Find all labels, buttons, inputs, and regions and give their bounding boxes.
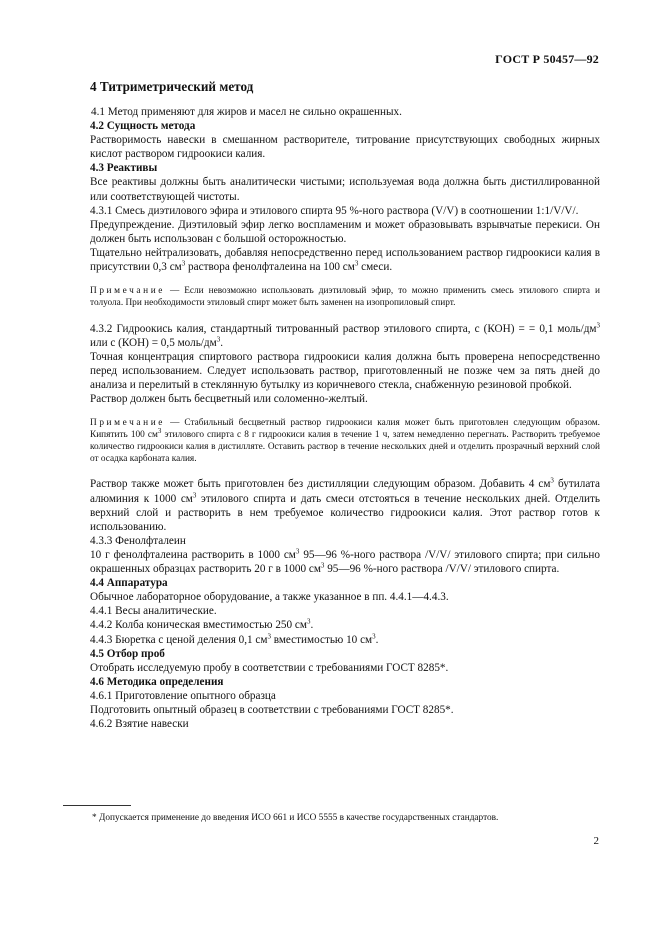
- paragraph-4-6-1-text: Подготовить опытный образец в соответствии с требованиями ГОСТ 8285*.: [90, 703, 454, 716]
- color-paragraph: Раствор должен быть бесцветный или соломенно-желтый.: [90, 393, 368, 406]
- paragraph-4-2: Растворимость навески в смешанном растворителе, титрование присутствующих свободных жирных кислот раствором гидроокиси калия.: [90, 134, 600, 161]
- paragraph-4-4: Обычное лабораторное оборудование, а также указанное в пп. 4.4.1—4.4.3.: [90, 591, 449, 604]
- paragraph-4-3-1: 4.3.1 Смесь диэтилового эфира и этилового спирта 95 %-ного раствора (V/V) в соотношении 1:1/V/V/.: [90, 204, 579, 217]
- page-number: 2: [593, 835, 599, 847]
- paragraph-4-6-1: 4.6.1 Приготовление опытного образца: [90, 689, 276, 702]
- neutralize-paragraph: Тщательно нейтрализовать, добавляя непосредственно перед использованием раствор гидроокиси калия в присутствии 0,3 $см^3$ раствора фенолфталеина на 100 $см^3$ смеси.: [90, 246, 600, 274]
- paragraph-4-4-2: 4.4.2 Колба коническая вместимостью 250 $см^3$.: [90, 617, 314, 632]
- note-1: Примечание — Если невозможно использовать диэтиловый эфир, то можно применить смесь этилового спирта и толуола. При необходимости этиловый спирт может быть заменен на изопропиловый спирт.: [90, 286, 600, 308]
- paragraph-4-4-3: 4.4.3 Бюретка с ценой деления 0,1 $см^3$ вместимостью 10 $см^3$.: [90, 631, 379, 646]
- phenolphthalein-paragraph: 10 г фенолфталеина растворить в 1000 $см^3$ 95—96 %-ного раствора /V/V/ этилового спирта; при сильно окрашенных образцах растворить 20 г в 1000 $см^3$ 95—96 %-ного раствора /V/V/ этилового спирта.: [90, 547, 600, 576]
- paragraph-4-3: Все реактивы должны быть аналитически чистыми; используемая вода должна быть дистиллированной или соответствующей чистоты.: [90, 176, 600, 203]
- heading-4-3: 4.3 Реактивы: [90, 162, 158, 175]
- footnote: * Допускается применение до введения ИСО 661 и ИСО 5555 в качестве государственных стандартов.: [92, 813, 499, 823]
- paragraph-4-1: 4.1 Метод применяют для жиров и масел не сильно окрашенных.: [91, 106, 402, 118]
- footnote-divider: [63, 805, 131, 806]
- section-title: 4 Титриметрический метод: [90, 79, 254, 94]
- concentration-paragraph: Точная концентрация спиртового раствора гидроокиси калия должна быть проверена непосредственно перед использованием. Следует использовать раствор, приготовленный не позже чем за пять дней до анализа и перелитый в стеклянную бутылку из коричневого стекла, снабженную резиновой пробкой.: [90, 350, 600, 392]
- heading-4-6: 4.6 Методика определения: [90, 675, 224, 688]
- paragraph-4-5: Отобрать исследуемую пробу в соответствии с требованиями ГОСТ 8285*.: [90, 661, 449, 674]
- standard-header: ГОСТ Р 50457—92: [495, 52, 599, 66]
- paragraph-4-3-2: 4.3.2 Гидроокись калия, стандартный титрованный раствор этилового спирта, с (КОН) = = 0,1 моль/$дм^3$ или с (КОН) = 0,5 моль/$дм^3$.: [90, 320, 600, 349]
- paragraph-4-4-1: 4.4.1 Весы аналитические.: [90, 605, 217, 618]
- no-distillation-paragraph: Раствор также может быть приготовлен без дистилляции следующим образом. Добавить 4 $см^3$ бутилата алюминия к 1000 $см^3$ этилового спирта и дать смеси отстояться в течение нескольких дней. Отделить верхний слой и растворить в нем требуемое количество гидроокиси калия. Этот раствор готов к использованию.: [90, 476, 600, 533]
- heading-4-2: 4.2 Сущность метода: [90, 120, 196, 133]
- main-content: [90, 79, 600, 731]
- note-2: Примечание — Стабильный бесцветный раствор гидроокиси калия может быть приготовлен следующим образом. Кипятить 100 $см^3$ этилового спирта с 8 г гидроокиси калия в течение 1 ч, затем немедленно перегнать. Растворить требуемое количество гидроокиси калия в дистилляте. Оставить раствор в течение нескольких дней и отделить прозрачный верхний слой от осадка карбоната калия.: [90, 418, 601, 464]
- warning-paragraph: Предупреждение. Диэтиловый эфир легко воспламеним и может образовывать взрывчатые перекиси. Он должен быть использован с большой осторожностью.: [90, 218, 600, 245]
- heading-4-4: 4.4 Аппаратура: [90, 577, 168, 590]
- heading-4-5: 4.5 Отбор проб: [90, 647, 165, 660]
- paragraph-4-3-3: 4.3.3 Фенолфталеин: [90, 534, 186, 547]
- paragraph-4-6-2: 4.6.2 Взятие навески: [90, 718, 189, 731]
